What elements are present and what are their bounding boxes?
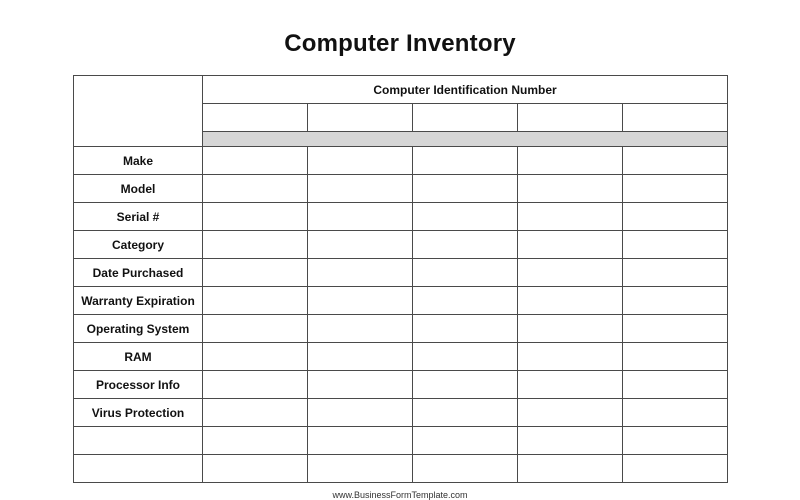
row-label: Date Purchased [74,259,203,287]
table-row [74,203,728,231]
data-entry-cell[interactable] [203,287,308,315]
computer-id-cell[interactable] [518,104,623,132]
table-row [74,399,728,427]
data-entry-cell[interactable] [308,399,413,427]
data-entry-cell[interactable] [203,231,308,259]
data-entry-cell[interactable] [308,427,413,455]
data-entry-cell[interactable] [413,371,518,399]
data-entry-cell[interactable] [518,315,623,343]
data-entry-cell[interactable] [623,259,728,287]
row-label [74,455,203,483]
table-row [74,175,728,203]
data-entry-cell[interactable] [413,175,518,203]
data-entry-cell[interactable] [308,343,413,371]
data-entry-cell[interactable] [518,287,623,315]
row-label: Make [74,147,203,175]
data-entry-cell[interactable] [308,231,413,259]
data-entry-cell[interactable] [518,343,623,371]
page-title: Computer Inventory [284,30,516,57]
data-entry-cell[interactable] [518,203,623,231]
data-entry-cell[interactable] [308,455,413,483]
data-entry-cell[interactable] [203,203,308,231]
data-entry-cell[interactable] [518,231,623,259]
data-entry-cell[interactable] [308,175,413,203]
computer-id-cell[interactable] [308,104,413,132]
data-entry-cell[interactable] [623,427,728,455]
data-entry-cell[interactable] [308,287,413,315]
data-entry-cell[interactable] [203,175,308,203]
data-entry-cell[interactable] [308,203,413,231]
row-label: Category [74,231,203,259]
data-entry-cell[interactable] [203,343,308,371]
row-label: Model [74,175,203,203]
data-entry-cell[interactable] [623,399,728,427]
shaded-band [203,132,728,147]
data-entry-cell[interactable] [203,399,308,427]
data-entry-cell[interactable] [413,287,518,315]
data-entry-cell[interactable] [623,455,728,483]
data-entry-cell[interactable] [308,147,413,175]
table-row [74,287,728,315]
table-row [74,371,728,399]
data-entry-cell[interactable] [308,259,413,287]
footer-url: www.BusinessFormTemplate.com [332,490,468,500]
table-row [74,343,728,371]
computer-id-cell[interactable] [203,104,308,132]
data-entry-cell[interactable] [203,371,308,399]
data-entry-cell[interactable] [413,427,518,455]
header-title-row [74,76,728,104]
data-entry-cell[interactable] [623,203,728,231]
data-entry-cell[interactable] [203,315,308,343]
data-entry-cell[interactable] [623,315,728,343]
computer-id-cell[interactable] [623,104,728,132]
data-entry-cell[interactable] [518,147,623,175]
corner-cell [74,76,203,147]
data-entry-cell[interactable] [413,147,518,175]
data-entry-cell[interactable] [203,147,308,175]
table-row [74,427,728,455]
data-entry-cell[interactable] [203,259,308,287]
data-entry-cell[interactable] [623,147,728,175]
row-label: RAM [74,343,203,371]
row-label [74,427,203,455]
table-row [74,231,728,259]
data-entry-cell[interactable] [623,343,728,371]
column-group-header: Computer Identification Number [203,76,728,104]
data-entry-cell[interactable] [413,231,518,259]
data-entry-cell[interactable] [518,427,623,455]
data-entry-cell[interactable] [518,259,623,287]
row-label: Serial # [74,203,203,231]
data-entry-cell[interactable] [413,343,518,371]
data-entry-cell[interactable] [413,399,518,427]
data-entry-cell[interactable] [413,455,518,483]
table-row [74,455,728,483]
table-row [74,259,728,287]
data-entry-cell[interactable] [308,371,413,399]
row-label: Operating System [74,315,203,343]
data-entry-cell[interactable] [413,315,518,343]
data-entry-cell[interactable] [413,259,518,287]
data-entry-cell[interactable] [623,231,728,259]
data-entry-cell[interactable] [518,175,623,203]
computer-id-cell[interactable] [413,104,518,132]
data-entry-cell[interactable] [518,371,623,399]
data-entry-cell[interactable] [623,287,728,315]
data-entry-cell[interactable] [203,455,308,483]
row-label: Warranty Expiration [74,287,203,315]
row-label: Virus Protection [74,399,203,427]
data-entry-cell[interactable] [518,455,623,483]
data-entry-cell[interactable] [623,371,728,399]
data-entry-cell[interactable] [308,315,413,343]
data-entry-cell[interactable] [623,175,728,203]
table-row [74,147,728,175]
data-entry-cell[interactable] [413,203,518,231]
data-entry-cell[interactable] [518,399,623,427]
table-row [74,315,728,343]
inventory-table [73,75,728,483]
row-label: Processor Info [74,371,203,399]
data-entry-cell[interactable] [203,427,308,455]
